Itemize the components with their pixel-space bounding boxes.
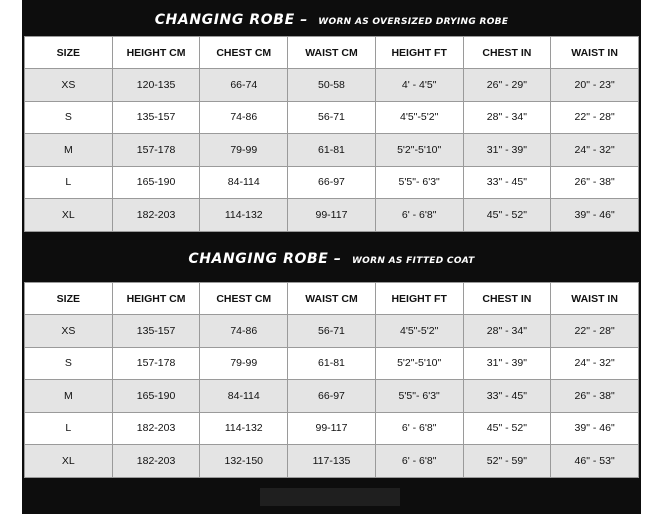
table-cell: S <box>25 347 113 380</box>
table-cell: 39" - 46" <box>551 199 639 232</box>
table-cell: 28" - 34" <box>463 315 551 348</box>
table-cell: 182-203 <box>112 445 200 478</box>
table-cell: 22" - 28" <box>551 101 639 134</box>
table-header-row <box>25 37 639 69</box>
section-oversized <box>22 0 641 240</box>
table-cell: 33" - 45" <box>463 380 551 413</box>
table-cell: 61-81 <box>288 347 376 380</box>
table-cell: 5'2"-5'10" <box>375 134 463 167</box>
header-height-cm: HEIGHT CM <box>112 283 200 315</box>
table-cell: 24" - 32" <box>551 347 639 380</box>
size-table <box>24 282 639 478</box>
table-cell: 56-71 <box>288 315 376 348</box>
table-row <box>25 134 639 167</box>
section-banner <box>22 250 641 268</box>
header-chest-in: CHEST IN <box>463 37 551 69</box>
table-cell: 117-135 <box>288 445 376 478</box>
table-cell: 26" - 38" <box>551 166 639 199</box>
header-chest-cm: CHEST CM <box>200 283 288 315</box>
table-cell: XL <box>25 445 113 478</box>
section-title: CHANGING ROBE – <box>154 12 308 28</box>
table-cell: 84-114 <box>200 380 288 413</box>
table-cell: 5'2"-5'10" <box>375 347 463 380</box>
section-title: CHANGING ROBE – <box>188 251 342 267</box>
table-cell: 24" - 32" <box>551 134 639 167</box>
table-cell: 61-81 <box>288 134 376 167</box>
table-cell: XL <box>25 199 113 232</box>
footer-bar <box>22 482 641 514</box>
table-cell: 33" - 45" <box>463 166 551 199</box>
header-waist-cm: WAIST CM <box>288 37 376 69</box>
table-cell: M <box>25 380 113 413</box>
table-cell: S <box>25 101 113 134</box>
table-cell: 165-190 <box>112 380 200 413</box>
footer-strip <box>260 488 400 506</box>
table-cell: 45" - 52" <box>463 199 551 232</box>
table-cell: 22" - 28" <box>551 315 639 348</box>
table-cell: 4'5"-5'2" <box>375 315 463 348</box>
table-row <box>25 445 639 478</box>
header-waist-in: WAIST IN <box>551 37 639 69</box>
table-cell: 26" - 29" <box>463 69 551 102</box>
table-cell: 31" - 39" <box>463 347 551 380</box>
table-cell: XS <box>25 69 113 102</box>
table-cell: 84-114 <box>200 166 288 199</box>
table-row <box>25 412 639 445</box>
table-cell: 132-150 <box>200 445 288 478</box>
table-cell: 5'5"- 6'3" <box>375 380 463 413</box>
table-cell: 6' - 6'8" <box>375 199 463 232</box>
table-cell: 39" - 46" <box>551 412 639 445</box>
header-chest-in: CHEST IN <box>463 283 551 315</box>
table-cell: 46" - 53" <box>551 445 639 478</box>
table-cell: 6' - 6'8" <box>375 412 463 445</box>
section-subtitle: WORN AS OVERSIZED DRYING ROBE <box>318 17 509 27</box>
table-cell: M <box>25 134 113 167</box>
table-cell: 165-190 <box>112 166 200 199</box>
table-row <box>25 69 639 102</box>
header-height-ft: HEIGHT FT <box>375 37 463 69</box>
table-row <box>25 101 639 134</box>
table-cell: 5'5"- 6'3" <box>375 166 463 199</box>
table-cell: 157-178 <box>112 134 200 167</box>
table-cell: 182-203 <box>112 199 200 232</box>
table-cell: L <box>25 412 113 445</box>
table-row <box>25 199 639 232</box>
table-cell: L <box>25 166 113 199</box>
section-fitted <box>22 240 641 482</box>
table-cell: 6' - 6'8" <box>375 445 463 478</box>
header-size: SIZE <box>25 37 113 69</box>
table-row <box>25 347 639 380</box>
table-row <box>25 380 639 413</box>
size-table <box>24 36 639 232</box>
header-chest-cm: CHEST CM <box>200 37 288 69</box>
table-cell: 114-132 <box>200 199 288 232</box>
table-cell: 120-135 <box>112 69 200 102</box>
table-cell: 79-99 <box>200 134 288 167</box>
table-cell: 20" - 23" <box>551 69 639 102</box>
section-banner <box>22 11 641 29</box>
table-cell: 74-86 <box>200 101 288 134</box>
table-cell: 66-74 <box>200 69 288 102</box>
table-cell: 135-157 <box>112 101 200 134</box>
table-cell: 28" - 34" <box>463 101 551 134</box>
table-cell: 99-117 <box>288 199 376 232</box>
table-cell: 66-97 <box>288 380 376 413</box>
table-cell: 99-117 <box>288 412 376 445</box>
table-cell: 74-86 <box>200 315 288 348</box>
table-cell: 135-157 <box>112 315 200 348</box>
table-cell: 79-99 <box>200 347 288 380</box>
table-cell: 66-97 <box>288 166 376 199</box>
header-waist-cm: WAIST CM <box>288 283 376 315</box>
section-subtitle: WORN AS FITTED COAT <box>351 256 475 266</box>
table-cell: 182-203 <box>112 412 200 445</box>
table-cell: 52" - 59" <box>463 445 551 478</box>
header-size: SIZE <box>25 283 113 315</box>
table-row <box>25 315 639 348</box>
table-header-row <box>25 283 639 315</box>
header-height-cm: HEIGHT CM <box>112 37 200 69</box>
table-cell: XS <box>25 315 113 348</box>
table-cell: 56-71 <box>288 101 376 134</box>
table-cell: 114-132 <box>200 412 288 445</box>
table-cell: 4' - 4'5" <box>375 69 463 102</box>
table-cell: 50-58 <box>288 69 376 102</box>
table-cell: 26" - 38" <box>551 380 639 413</box>
header-height-ft: HEIGHT FT <box>375 283 463 315</box>
table-cell: 4'5"-5'2" <box>375 101 463 134</box>
table-cell: 45" - 52" <box>463 412 551 445</box>
table-row <box>25 166 639 199</box>
table-cell: 157-178 <box>112 347 200 380</box>
table-cell: 31" - 39" <box>463 134 551 167</box>
header-waist-in: WAIST IN <box>551 283 639 315</box>
